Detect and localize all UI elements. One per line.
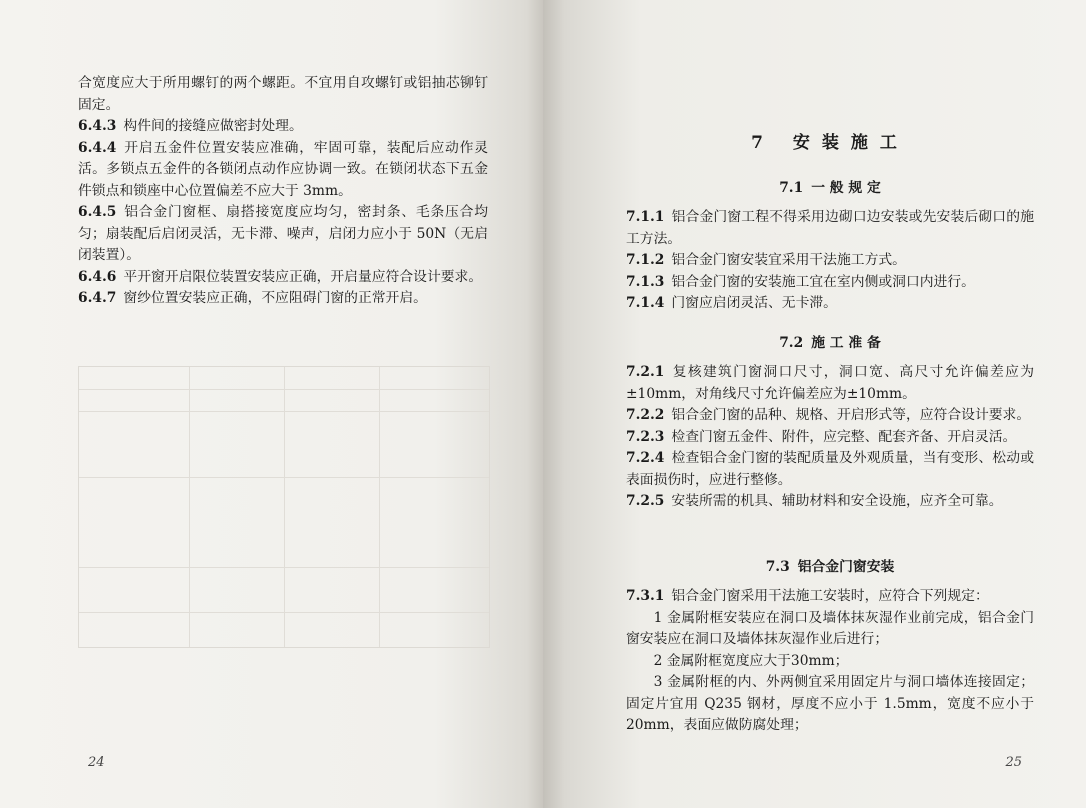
show-through-table	[78, 366, 490, 648]
left-page-text	[78, 73, 488, 310]
section-title-7-3: 7.3 铝合金门窗安装	[765, 559, 895, 575]
clause-7-2-5: 7.2.5 安装所需的机具、辅助材料和安全设施，应齐全可靠。	[626, 493, 1003, 509]
page-number-left: 24	[88, 755, 105, 770]
clause-7-2-1: 7.2.1 复核建筑门窗洞口尺寸，洞口宽、高尺寸允许偏差应为±10mm，对角线尺寸允许偏差应为±10mm。	[626, 364, 1034, 402]
clause-7-3-1-item-3: 3 金属附框的内、外两侧宜采用固定片与洞口墙体连接固定；固定片宜用 Q235 钢材，厚度不应小于 1.5mm，宽度不应小于 20mm，表面应做防腐处理；	[626, 674, 1034, 733]
clause-7-1-4: 7.1.4 门窗应启闭灵活、无卡滞。	[626, 295, 837, 311]
page-number-right: 25	[1005, 755, 1022, 770]
section-title-7-2: 7.2 施 工 准 备	[779, 335, 881, 351]
clause-7-1-1: 7.1.1 铝合金门窗工程不得采用边砌口边安装或先安装后砌口的施工方法。	[626, 209, 1034, 247]
clause-7-3-1-item-1: 1 金属附框安装应在洞口及墙体抹灰湿作业前完成，铝合金门窗安装应在洞口及墙体抹灰湿作业后进行；	[626, 609, 1034, 647]
clause-6-4-3: 6.4.3 构件间的接缝应做密封处理。	[78, 118, 303, 134]
clause-7-1-2: 7.1.2 铝合金门窗安装宜采用干法施工方式。	[626, 252, 906, 268]
clause-7-2-3: 7.2.3 检查门窗五金件、附件，应完整、配套齐备、开启灵活。	[626, 428, 1017, 445]
section-7-2-body	[626, 362, 1034, 513]
section-title-7-1: 7.1 一 般 规 定	[779, 180, 881, 196]
clause-6-4-5: 6.4.5 铝合金门窗框、扇搭接宽度应均匀，密封条、毛条压合均匀；扇装配后启闭灵活，无卡滞、噪声，启闭力应小于 50N（无启闭装置）。	[78, 204, 488, 263]
section-7-3-body	[626, 586, 1034, 737]
paragraph-continued: 合宽度应大于所用螺钉的两个螺距。不宜用自攻螺钉或铝抽芯铆钉固定。	[78, 75, 488, 113]
clause-6-4-7: 6.4.7 窗纱位置安装应正确，不应阻碍门窗的正常开启。	[78, 290, 427, 306]
chapter-title: 7 安装施工	[751, 133, 909, 153]
clause-7-3-1: 7.3.1 铝合金门窗采用干法施工安装时，应符合下列规定：	[626, 588, 989, 604]
clause-6-4-4: 6.4.4 开启五金件位置安装应准确，牢固可靠，装配后应动作灵活。多锁点五金件的各锁闭点动作应协调一致。在锁闭状态下五金件锁点和锁座中心位置偏差不应大于 3mm。	[78, 139, 488, 199]
clause-7-1-3: 7.1.3 铝合金门窗的安装施工宜在室内侧或洞口内进行。	[626, 273, 975, 290]
clause-6-4-6: 6.4.6 平开窗开启限位装置安装应正确，开启量应符合设计要求。	[78, 268, 483, 285]
clause-7-2-2: 7.2.2 铝合金门窗的品种、规格、开启形式等，应符合设计要求。	[626, 407, 1031, 423]
clause-7-2-4: 7.2.4 检查铝合金门窗的装配质量及外观质量，当有变形、松动或表面损伤时，应进行整修。	[626, 450, 1034, 488]
section-7-1-body	[626, 207, 1034, 315]
clause-7-3-1-item-2: 2 金属附框宽度应大于30mm；	[653, 652, 849, 669]
